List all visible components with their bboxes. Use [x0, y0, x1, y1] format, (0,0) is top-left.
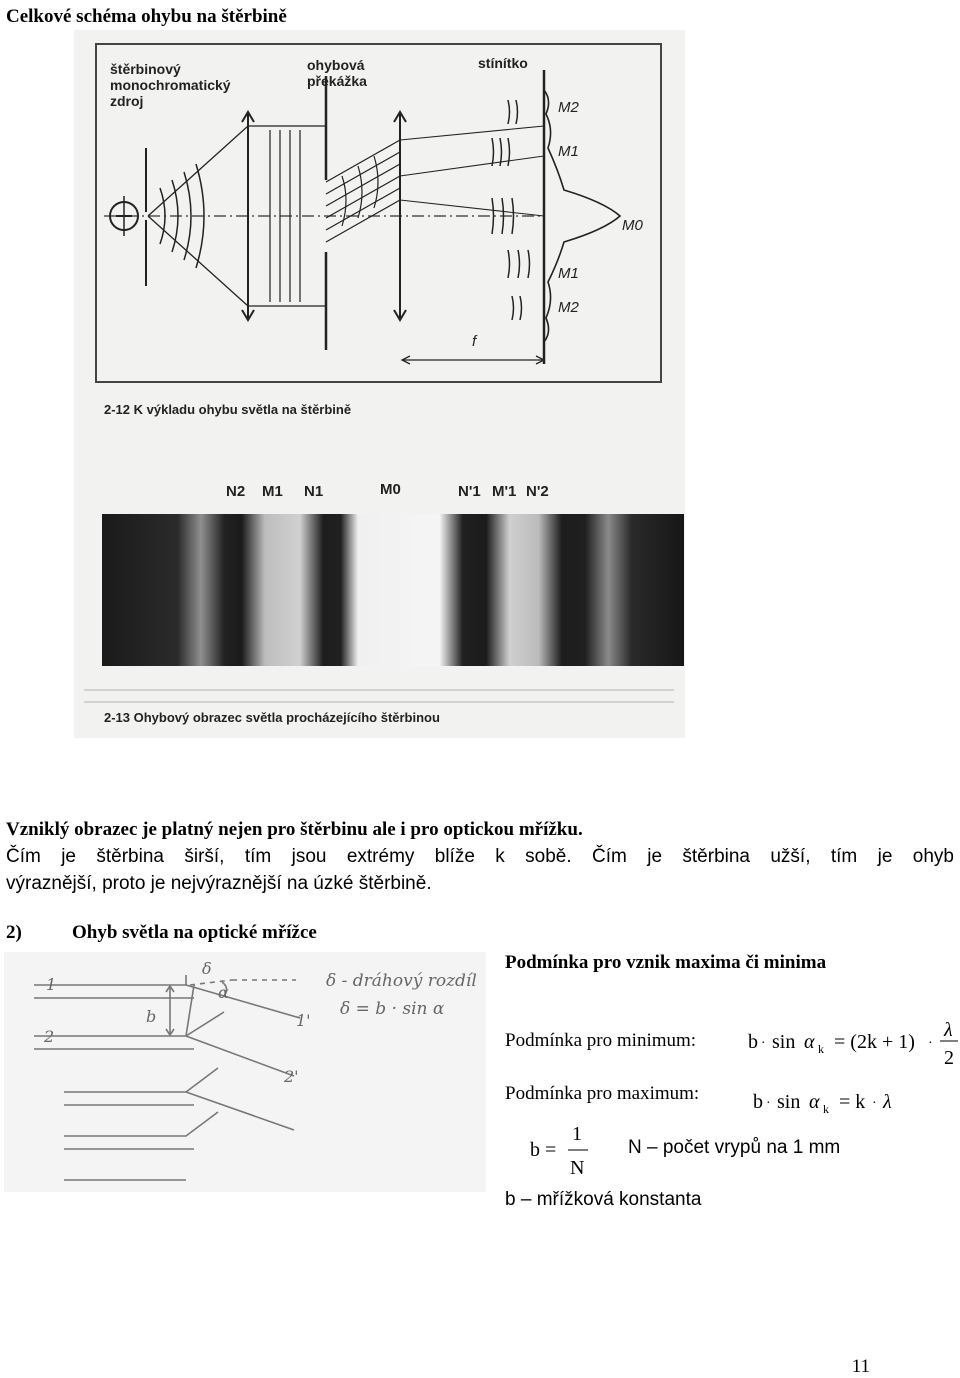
label-n1-prime: N'1 [458, 483, 481, 500]
svg-text:= (2k + 1): = (2k + 1) [834, 1031, 915, 1053]
svg-text:sin: sin [772, 1031, 796, 1053]
label-m0: M0 [622, 217, 643, 234]
sketch-label-2-prime: 2' [284, 1067, 299, 1086]
paragraph-line-1: Čím je štěrbina širší, tím jsou extrémy blíže k sobě. Čím je štěrbina užší, tím je ohyb [6, 846, 954, 867]
grating-lines-definition: N – počet vrypů na 1 mm [628, 1137, 841, 1158]
grating-constant-formula [530, 1120, 600, 1180]
maximum-condition-label: Podmínka pro maximum: [505, 1083, 700, 1104]
label-screen: stínítko [478, 55, 528, 71]
page-number: 11 [851, 1356, 870, 1377]
svg-text:·: · [872, 1096, 877, 1111]
svg-text:1: 1 [572, 1123, 582, 1145]
svg-text:b: b [753, 1091, 763, 1113]
label-m2-top: M2 [558, 99, 579, 116]
svg-text:sin: sin [777, 1091, 801, 1113]
sketch-label-b: b [146, 1007, 157, 1026]
sketch-label-1: 1 [46, 975, 57, 994]
sketch-label-alpha: α [218, 983, 229, 1002]
svg-text:λ: λ [883, 1091, 892, 1113]
svg-text:k: k [818, 1042, 824, 1056]
svg-text:·: · [761, 1036, 766, 1051]
label-focal-length: f [472, 333, 477, 350]
paragraph-slit-width [6, 843, 954, 897]
diffraction-pattern-image [102, 514, 684, 666]
label-m1-bottom: M1 [558, 265, 579, 282]
figure-caption-13: 2-13 Ohybový obrazec světla procházejícího štěrbinou [104, 710, 440, 725]
figure-caption-12: 2-12 K výkladu ohybu světla na štěrbině [104, 402, 352, 417]
label-source-line3: zdroj [110, 93, 144, 109]
svg-text:b =: b = [530, 1139, 557, 1161]
section-heading [6, 922, 317, 944]
svg-text:N: N [570, 1157, 585, 1179]
sketch-note-path-difference: δ - dráhový rozdíl [326, 971, 477, 991]
label-m0-pattern: M0 [380, 481, 401, 498]
paragraph-grating-note: Vzniklý obrazec je platný nejen pro štěrbinu ale i pro optickou mřížku. [6, 819, 583, 840]
label-n2: N2 [226, 483, 246, 500]
label-n2-prime: N'2 [526, 483, 549, 500]
label-m1: M1 [262, 483, 283, 500]
svg-text:= k: = k [839, 1091, 866, 1113]
sketch-label-delta: δ [202, 959, 212, 978]
svg-text:λ: λ [944, 1019, 953, 1041]
label-obstacle-line1: ohybová [307, 57, 365, 73]
label-obstacle-line2: překážka [307, 73, 367, 89]
label-source-line2: monochromatický [110, 77, 231, 93]
minimum-condition-label: Podmínka pro minimum: [505, 1030, 697, 1051]
label-n1: N1 [304, 483, 324, 500]
svg-text:α: α [804, 1031, 815, 1053]
slit-diffraction-figure [74, 30, 685, 738]
sketch-label-2: 2 [44, 1027, 55, 1046]
label-source-line1: štěrbinový [110, 61, 181, 77]
section-title: Ohyb světla na optické mřížce [72, 922, 317, 943]
label-m2-bottom: M2 [558, 299, 579, 316]
minimum-formula [748, 1016, 960, 1070]
maximum-formula [753, 1086, 913, 1116]
svg-text:·: · [766, 1096, 771, 1111]
sketch-note-formula: δ = b · sin α [340, 999, 445, 1019]
svg-text:b: b [748, 1031, 758, 1053]
grating-sketch [4, 952, 486, 1192]
section-number: 2) [6, 922, 22, 943]
label-m1-top: M1 [558, 143, 579, 160]
svg-text:·: · [928, 1036, 933, 1051]
svg-text:2: 2 [944, 1047, 954, 1069]
label-m1-prime: M'1 [492, 483, 517, 500]
page-title: Celkové schéma ohybu na štěrbině [6, 6, 287, 27]
svg-text:α: α [809, 1091, 820, 1113]
grating-constant-definition: b – mřížková konstanta [505, 1189, 702, 1210]
sketch-label-1-prime: 1' [296, 1011, 311, 1030]
svg-text:k: k [823, 1102, 829, 1116]
conditions-heading: Podmínka pro vznik maxima či minima [505, 952, 827, 973]
paragraph-line-2: výraznější, proto je nejvýraznější na úzké štěrbině. [6, 873, 432, 894]
